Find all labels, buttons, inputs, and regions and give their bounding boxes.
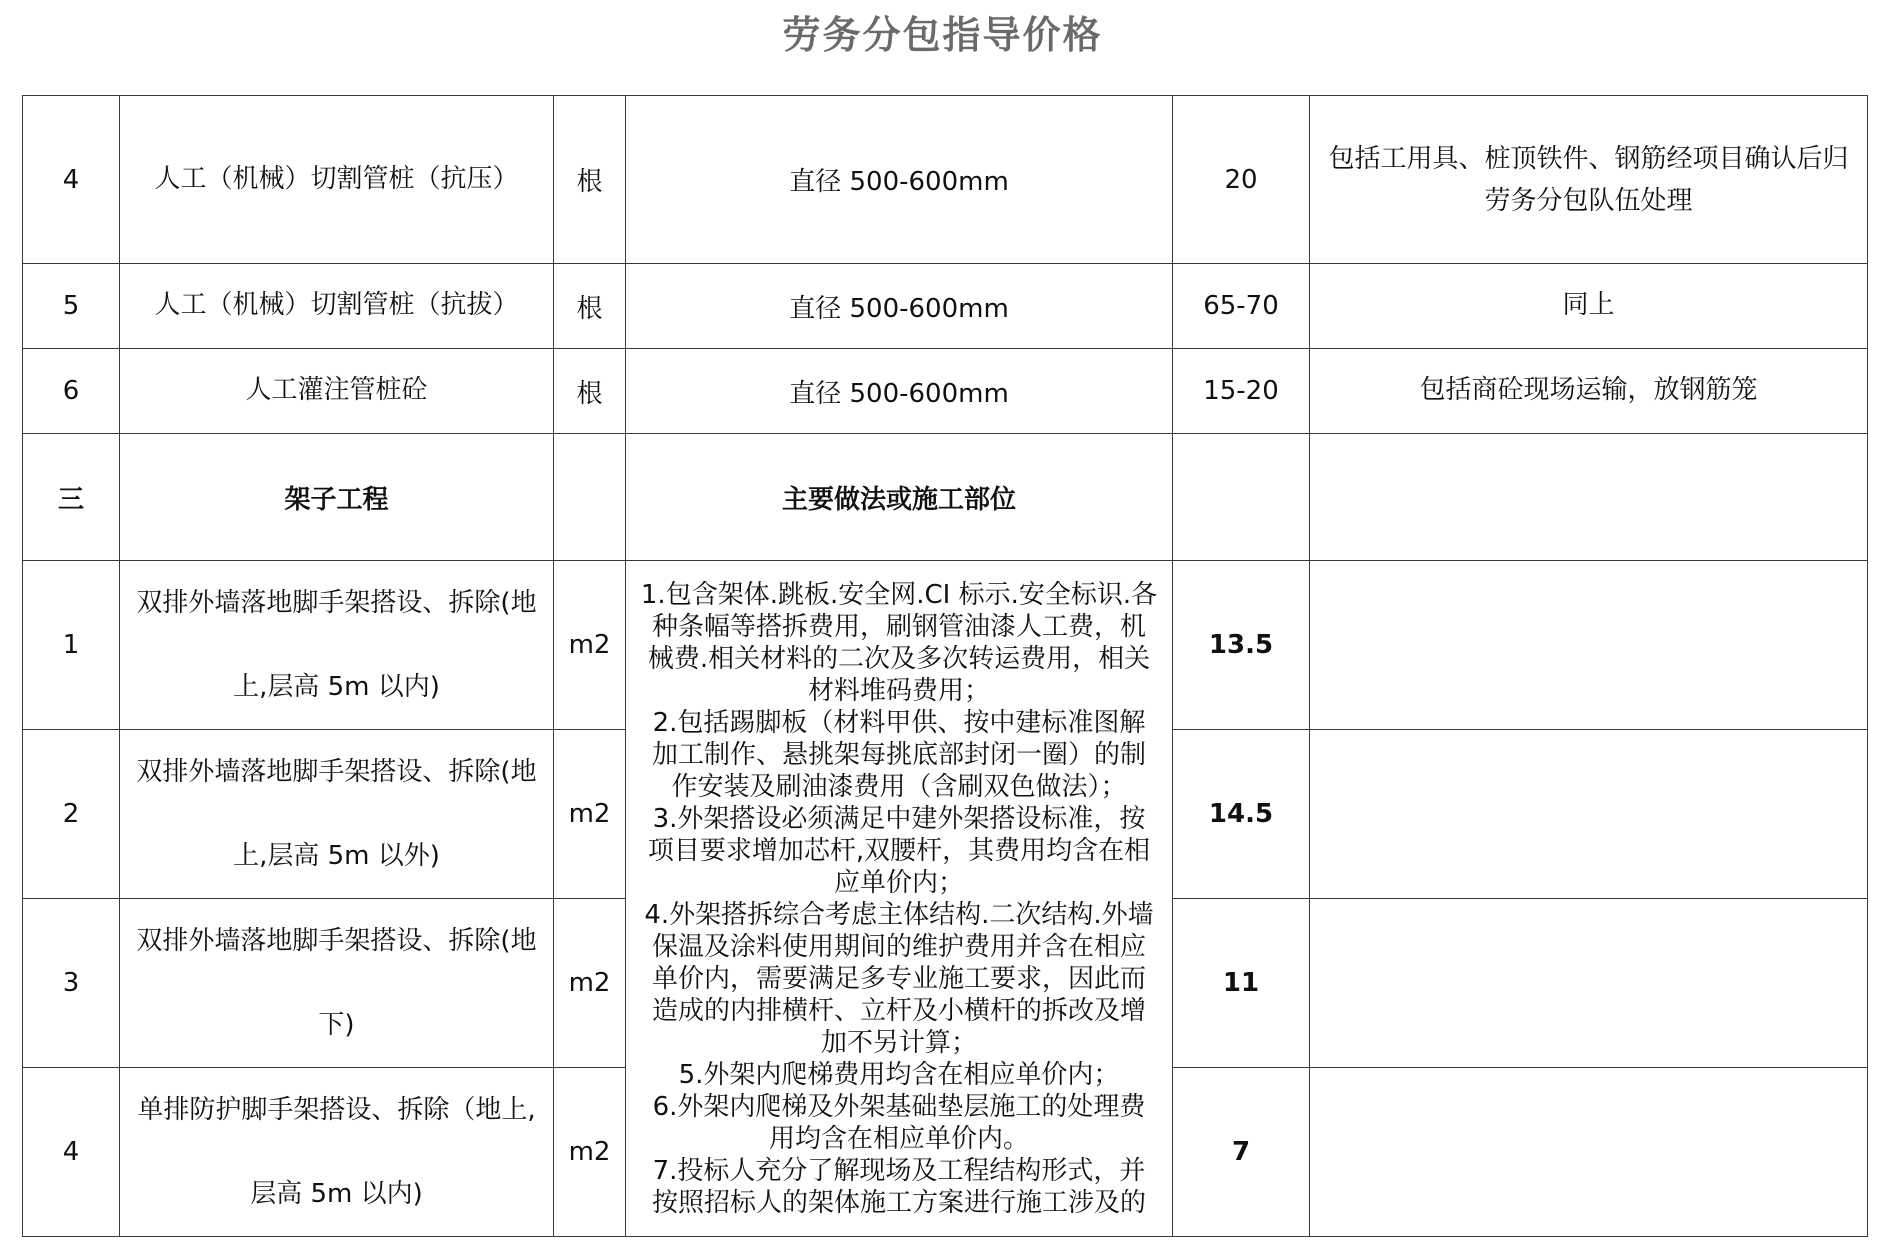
description-line: 种条幅等搭拆费用，刷钢管油漆人工费，机 <box>651 611 1146 642</box>
unit: m2 <box>554 899 626 1068</box>
note <box>1310 561 1868 730</box>
unit: m2 <box>554 1068 626 1237</box>
item-name: 人工（机械）切割管桩（抗拔） <box>120 264 554 349</box>
description-line: 保温及涂料使用期间的维护费用并含在相应 <box>651 931 1146 962</box>
note <box>1310 899 1868 1068</box>
unit: 根 <box>554 264 626 349</box>
description-line: 6.外架内爬梯及外架基础垫层施工的处理费 <box>652 1091 1146 1122</box>
section-number: 三 <box>23 434 120 561</box>
item-name: 双排外墙落地脚手架搭设、拆除(地下) <box>120 899 554 1068</box>
row-number: 5 <box>23 264 120 349</box>
description-line: 项目要求增加芯杆,双腰杆，其费用均含在相 <box>647 835 1151 866</box>
empty-cell <box>554 434 626 561</box>
spec: 直径 500-600mm <box>626 96 1173 264</box>
unit: m2 <box>554 730 626 899</box>
unit: m2 <box>554 561 626 730</box>
row-number: 3 <box>23 899 120 1068</box>
table-row <box>23 561 1868 730</box>
price: 20 <box>1173 96 1310 264</box>
price-table <box>22 95 1868 1237</box>
description-line: 1.包含架体.跳板.安全网.CI 标示.安全标识.各 <box>640 579 1158 610</box>
description-line: 造成的内排横杆、立杆及小横杆的拆改及增 <box>651 995 1146 1026</box>
row-number: 4 <box>23 1068 120 1237</box>
description-line: 5.外架内爬梯费用均含在相应单价内； <box>678 1059 1120 1090</box>
price: 7 <box>1173 1068 1310 1237</box>
description-line: 应单价内； <box>833 867 964 898</box>
description-line: 2.包括踢脚板（材料甲供、按中建标准图解 <box>652 707 1146 738</box>
description-line: 单价内，需要满足多专业施工要求，因此而 <box>651 963 1146 994</box>
description-line: 加工制作、悬挑架每挑底部封闭一圈）的制 <box>651 739 1146 770</box>
section-spec-header: 主要做法或施工部位 <box>626 434 1173 561</box>
table-row <box>23 264 1868 349</box>
note: 同上 <box>1310 264 1868 349</box>
price: 14.5 <box>1173 730 1310 899</box>
scaffold-description <box>626 561 1173 1237</box>
empty-cell <box>1310 434 1868 561</box>
item-name: 人工（机械）切割管桩（抗压） <box>120 96 554 264</box>
price: 13.5 <box>1173 561 1310 730</box>
section-name: 架子工程 <box>120 434 554 561</box>
section-header-row <box>23 434 1868 561</box>
page-title: 劳务分包指导价格 <box>782 12 1103 57</box>
empty-cell <box>1173 434 1310 561</box>
item-name: 单排防护脚手架搭设、拆除（地上,层高 5m 以内) <box>120 1068 554 1237</box>
description-line: 4.外架搭拆综合考虑主体结构.二次结构.外墙 <box>644 899 1154 930</box>
row-number: 2 <box>23 730 120 899</box>
item-name: 双排外墙落地脚手架搭设、拆除(地上,层高 5m 以内) <box>120 561 554 730</box>
description-line: 加不另计算； <box>820 1027 977 1058</box>
price: 15-20 <box>1173 349 1310 434</box>
description-line: 材料堆码费用； <box>807 675 990 706</box>
description-line: 用均含在相应单价内。 <box>768 1123 1029 1154</box>
spec: 直径 500-600mm <box>626 264 1173 349</box>
price: 65-70 <box>1173 264 1310 349</box>
table-row <box>23 349 1868 434</box>
item-name: 双排外墙落地脚手架搭设、拆除(地上,层高 5m 以外) <box>120 730 554 899</box>
description-line: 3.外架搭设必须满足中建外架搭设标准，按 <box>652 803 1146 834</box>
row-number: 6 <box>23 349 120 434</box>
note <box>1310 1068 1868 1237</box>
description-line: 7.投标人充分了解现场及工程结构形式，并 <box>652 1155 1146 1186</box>
description-line: 作安装及刷油漆费用（含刷双色做法）； <box>671 771 1127 802</box>
note <box>1310 730 1868 899</box>
price: 11 <box>1173 899 1310 1068</box>
description-line: 按照招标人的架体施工方案进行施工涉及的 <box>651 1187 1146 1218</box>
note: 包括工用具、桩顶铁件、钢筋经项目确认后归劳务分包队伍处理 <box>1310 96 1868 264</box>
item-name: 人工灌注管桩砼 <box>120 349 554 434</box>
note: 包括商砼现场运输，放钢筋笼 <box>1310 349 1868 434</box>
spec: 直径 500-600mm <box>626 349 1173 434</box>
unit: 根 <box>554 96 626 264</box>
table-row <box>23 96 1868 264</box>
row-number: 1 <box>23 561 120 730</box>
unit: 根 <box>554 349 626 434</box>
row-number: 4 <box>23 96 120 264</box>
description-line: 械费.相关材料的二次及多次转运费用，相关 <box>647 643 1151 674</box>
